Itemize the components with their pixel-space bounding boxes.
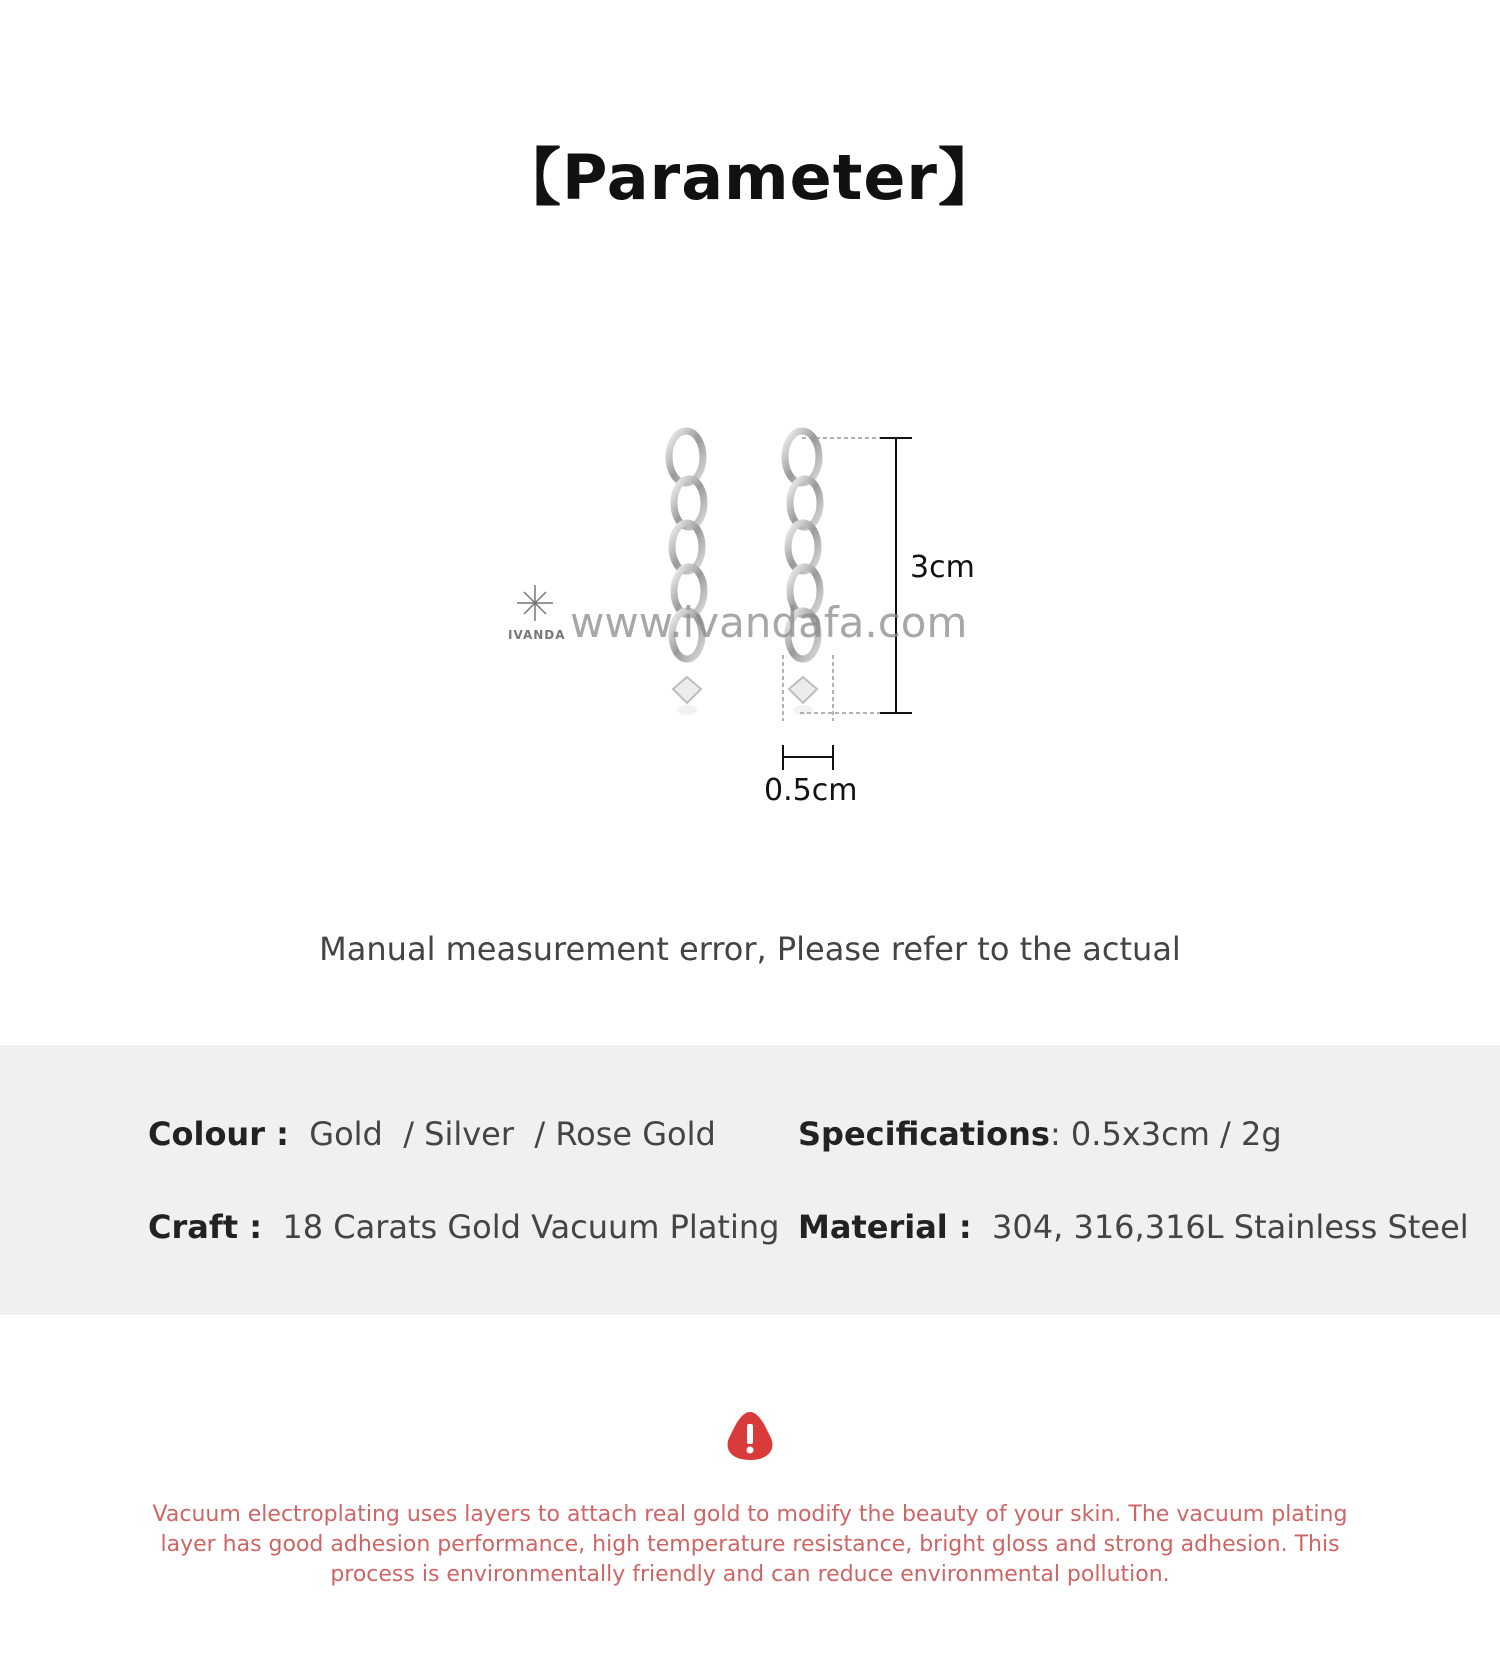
width-dimension-label: 0.5cm — [764, 773, 858, 808]
right-earring — [785, 431, 820, 715]
spec-specifications — [798, 1115, 1282, 1153]
spec-craft-value: 18 Carats Gold Vacuum Plating — [282, 1208, 780, 1246]
spec-specifications-label: Specifications — [798, 1115, 1050, 1153]
spec-material — [798, 1208, 1469, 1246]
watermark-star-icon — [517, 585, 553, 621]
spec-panel — [0, 1045, 1500, 1315]
watermark-text: www.ivandafa.com — [570, 598, 968, 647]
height-dimension-label: 3cm — [910, 550, 975, 585]
width-dimension-line — [783, 745, 833, 770]
spec-material-label: Material : — [798, 1208, 972, 1246]
watermark-logo-text: IVANDA — [508, 628, 566, 642]
left-earring — [669, 431, 704, 715]
exclamation-icon — [726, 1410, 774, 1466]
spec-specifications-value: : 0.5x3cm / 2g — [1049, 1115, 1282, 1153]
spec-craft-label: Craft : — [148, 1208, 263, 1246]
plating-warning-text: Vacuum electroplating uses layers to attach real gold to modify the beauty of your skin. The vacuum plating layer has good adhesion performance, high temperature resistance, bright gloss and strong adhesion. This process is environmentally friendly and can reduce environmental pollution. — [152, 1502, 1348, 1587]
measurement-note: Manual measurement error, Please refer to the actual — [319, 930, 1181, 968]
height-dimension-line — [880, 438, 912, 713]
spec-colour-value: Gold / Silver / Rose Gold — [309, 1115, 716, 1153]
spec-material-value: 304, 316,316L Stainless Steel — [992, 1208, 1469, 1246]
spec-colour — [148, 1115, 716, 1153]
page-title: 【Parameter】 — [499, 141, 1001, 214]
spec-colour-label: Colour : — [148, 1115, 289, 1153]
spec-craft — [148, 1208, 779, 1246]
